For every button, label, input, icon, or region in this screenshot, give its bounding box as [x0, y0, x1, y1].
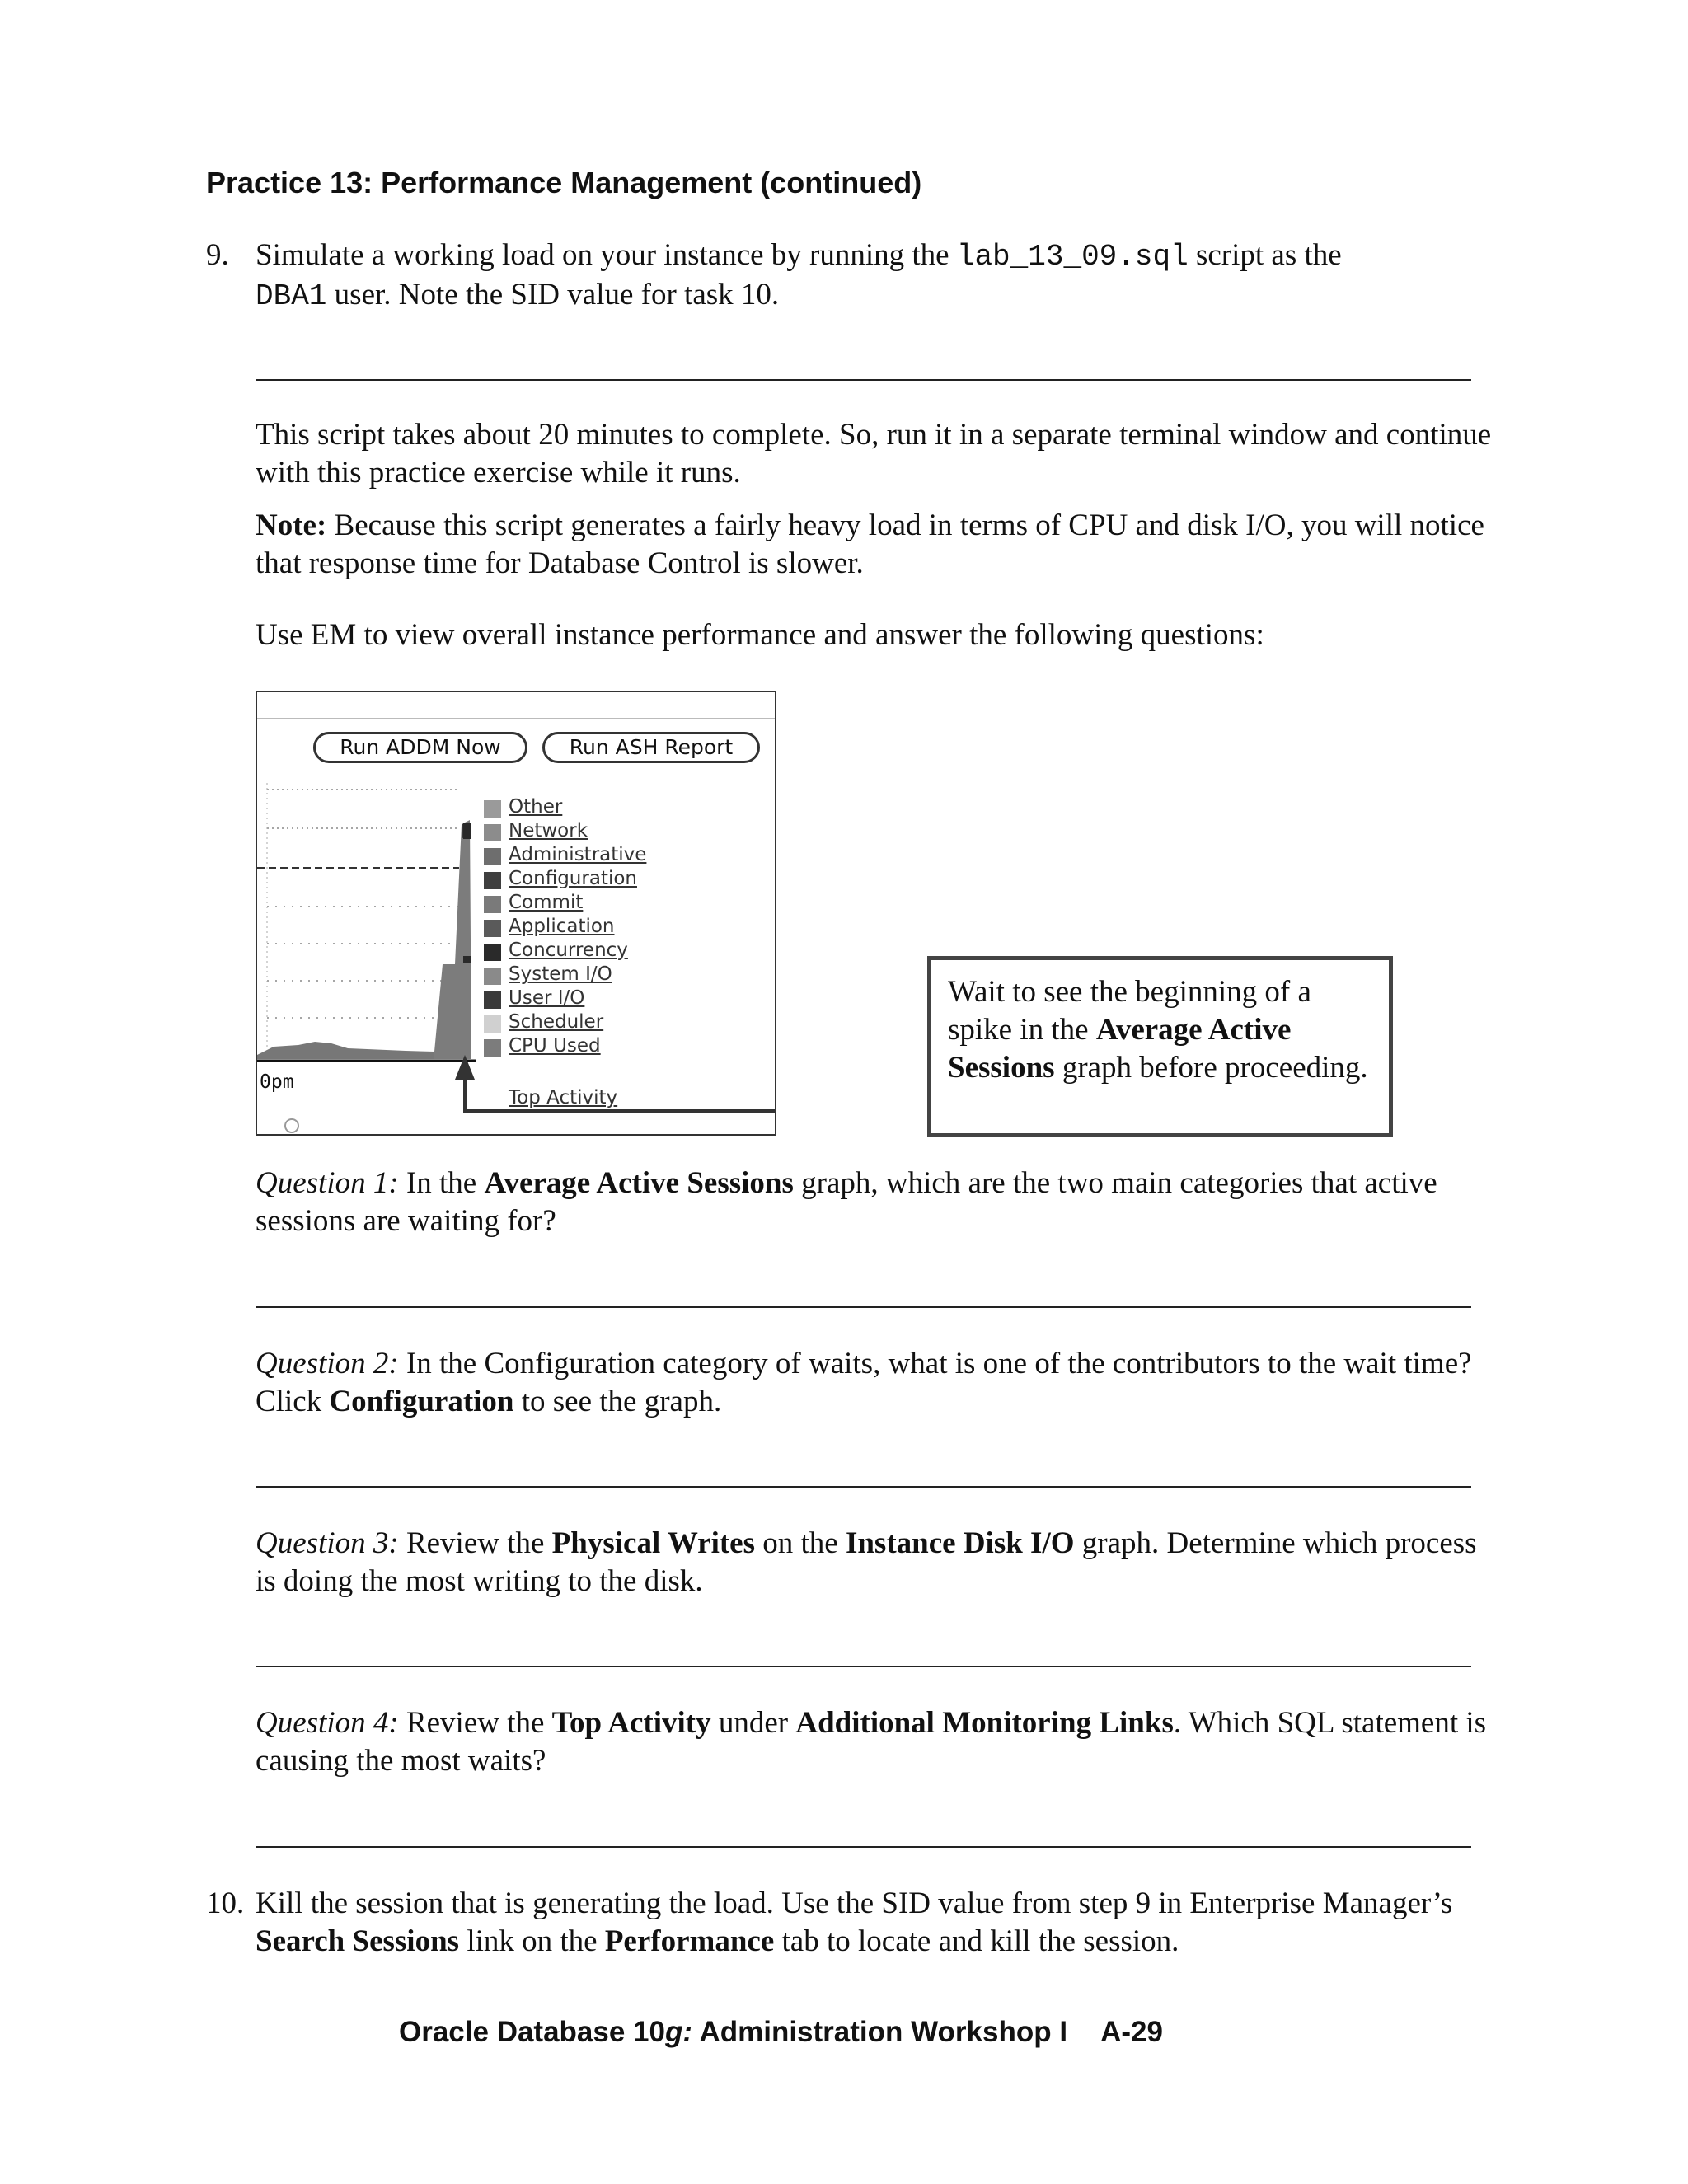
- legend-label: System I/O: [509, 963, 612, 985]
- legend-swatch: [484, 968, 501, 985]
- run-ash-report-button[interactable]: Run ASH Report: [542, 732, 760, 763]
- refresh-icon: [285, 1119, 298, 1132]
- legend-label: Other: [509, 796, 563, 818]
- legend-swatch: [484, 824, 501, 841]
- question-1: Question 1: In the Average Active Sessions graph, which are the two main categories that active sessions are waiting for?: [256, 1166, 1437, 1238]
- question-3: Question 3: Review the Physical Writes on the Instance Disk I/O graph. Determine which process is doing the most writing to the disk.: [256, 1526, 1477, 1598]
- legend-label: CPU Used: [509, 1035, 601, 1057]
- legend-label: Network: [509, 820, 588, 841]
- callout-box: Wait to see the beginning of a spike in the Average Active Sessions graph before proceeding.: [927, 956, 1393, 1137]
- script-name: lab_13_09.sql: [956, 240, 1189, 274]
- question-4: Question 4: Review the Top Activity under Additional Monitoring Links. Which SQL statement is causing the most waits?: [256, 1706, 1487, 1778]
- legend-label: Administrative: [509, 844, 647, 865]
- answer-line-question-1: [256, 1306, 1471, 1308]
- legend-swatch: [484, 991, 501, 1009]
- page-heading: Practice 13: Performance Management (continued): [206, 166, 922, 199]
- legend-label: Commit: [509, 892, 584, 913]
- answer-line-step-9: [256, 379, 1471, 381]
- runtime-paragraph: This script takes about 20 minutes to complete. So, run it in a separate terminal window and continue with this practice exercise while it runs.: [256, 418, 1492, 490]
- run-addm-now-button[interactable]: Run ADDM Now: [313, 732, 528, 763]
- answer-line-question-4: [256, 1846, 1471, 1848]
- question-2: Question 2: In the Configuration category of waits, what is one of the contributors to the wait time? Click Configuration to see the graph.: [256, 1347, 1472, 1418]
- step-9-text: Simulate a working load on your instance by running the lab_13_09.sql script as the DBA1 user. Note the SID value for task 10.: [256, 238, 1342, 313]
- cpu-used-spike-area: [434, 820, 471, 1059]
- legend-label: Configuration: [509, 868, 637, 889]
- user-name: DBA1: [256, 279, 327, 313]
- baseline-activity-area: [257, 1042, 434, 1059]
- x-axis-label: 0pm: [260, 1071, 294, 1093]
- legend-swatch: [484, 1015, 501, 1033]
- legend-label: Scheduler: [509, 1011, 604, 1033]
- legend-swatch: [484, 920, 501, 937]
- legend-swatch: [484, 800, 501, 818]
- em-instruction: Use EM to view overall instance performance and answer the following questions:: [256, 618, 1264, 652]
- note-paragraph: Note: Because this script generates a fairly heavy load in terms of CPU and disk I/O, you will notice that response time for Database Control is slower.: [256, 509, 1484, 580]
- legend-swatch: [484, 896, 501, 913]
- answer-line-question-2: [256, 1486, 1471, 1488]
- legend-label: Application: [509, 916, 615, 937]
- legend-label: Concurrency: [509, 940, 628, 961]
- legend-swatch: [484, 944, 501, 961]
- spike-band: [463, 956, 471, 963]
- legend-swatch: [484, 872, 501, 889]
- page-footer: Oracle Database 10g: Administration Workshop I A-29: [399, 2016, 1163, 2048]
- em-performance-screenshot: Run ADDM Now Run ASH Report 0pm Other Network Administrative Configuration Commit Application Concurrency System I/O User I/O Scheduler CPU Used Top Activity: [256, 691, 776, 1136]
- step-9-number: 9.: [206, 238, 229, 272]
- answer-line-question-3: [256, 1666, 1471, 1667]
- concurrency-spike-segment: [463, 823, 471, 839]
- step-10-text: Kill the session that is generating the load. Use the SID value from step 9 in Enterprise Manager’s Search Sessions link on the Performance tab to locate and kill the session.: [256, 1886, 1453, 1958]
- legend-swatch: [484, 1039, 501, 1057]
- page-number: A-29: [1100, 2016, 1163, 2048]
- legend-swatch: [484, 848, 501, 865]
- step-10-number: 10.: [206, 1886, 245, 1920]
- legend-label: User I/O: [509, 987, 585, 1009]
